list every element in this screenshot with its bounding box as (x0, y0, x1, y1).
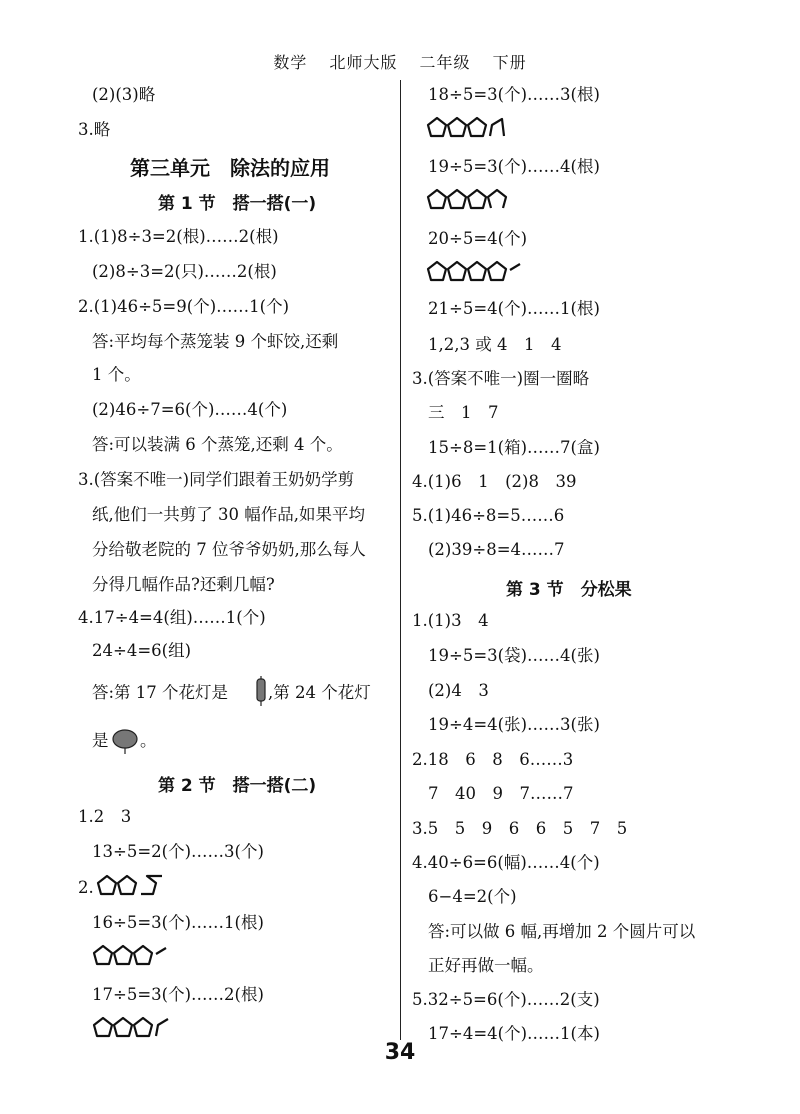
answer-line: 正好再做一幅。 (428, 956, 544, 975)
section-title-3: 第 3 节 分松果 (506, 580, 632, 600)
answer-line: (2)39÷8=4……7 (428, 540, 565, 559)
long-lantern-icon (254, 676, 268, 706)
answer-line: 1.(1)8÷3=2(根)……2(根) (78, 227, 279, 246)
answer-line: 2. (78, 878, 94, 897)
answer-line: 19÷5=3(个)……4(根) (428, 157, 600, 176)
answer-line: (2)4 3 (428, 681, 489, 700)
answer-line: 3.5 5 9 6 6 5 7 5 (412, 819, 628, 838)
stick-pentagons-13 (96, 874, 166, 900)
round-lantern-icon (110, 728, 140, 754)
column-divider (400, 80, 401, 1040)
answer-line: 18÷5=3(个)……3(根) (428, 85, 600, 104)
answer-line: 20÷5=4(个) (428, 229, 528, 248)
answer-line: 7 40 9 7……7 (428, 784, 574, 803)
answer-line: 19÷5=3(袋)……4(张) (428, 646, 600, 665)
answer-line: 答:平均每个蒸笼装 9 个虾饺,还剩 (92, 332, 339, 351)
answer-line: 。 (140, 731, 157, 750)
answer-line: 分给敬老院的 7 位爷爷奶奶,那么每人 (92, 540, 366, 559)
answer-line: 1,2,3 或 4 1 4 (428, 335, 562, 354)
stick-pentagons-18 (426, 116, 526, 142)
header-edition: 北师大版 (329, 53, 398, 72)
answer-line: 是 (92, 731, 109, 750)
answer-line: 2.(1)46÷5=9(个)……1(个) (78, 297, 290, 316)
answer-line: 5.32÷5=6(个)……2(支) (412, 990, 600, 1009)
answer-line: 分得几幅作品?还剩几幅? (92, 575, 275, 594)
answer-line: 15÷8=1(箱)……7(盒) (428, 438, 600, 457)
answer-line: 三 1 7 (428, 403, 499, 422)
section-title-1: 第 1 节 搭一搭(一) (158, 194, 317, 214)
stick-pentagons-17 (92, 1016, 182, 1042)
answer-line: (2)8÷3=2(只)……2(根) (92, 262, 277, 281)
answer-line: 17÷4=4(个)……1(本) (428, 1024, 600, 1043)
answer-line: 2.18 6 8 6……3 (412, 750, 574, 769)
header-grade: 二年级 (419, 53, 471, 72)
answer-line: 3.略 (78, 120, 111, 139)
answer-line: (2)(3)略 (92, 85, 156, 104)
answer-line: ,第 24 个花灯 (268, 683, 371, 702)
answer-line: 16÷5=3(个)……1(根) (92, 913, 264, 932)
answer-line: 24÷4=6(组) (92, 641, 192, 660)
answer-line: 3.(答案不唯一)圈一圈略 (412, 369, 590, 388)
answer-line: 4.(1)6 1 (2)8 39 (412, 472, 577, 491)
answer-line: 4.40÷6=6(幅)……4(个) (412, 853, 600, 872)
answer-line: 21÷5=4(个)……1(根) (428, 299, 600, 318)
unit-title: 第三单元 除法的应用 (130, 156, 330, 180)
answer-line: 答:第 17 个花灯是 (92, 683, 229, 702)
answer-line: 答:可以做 6 幅,再增加 2 个圆片可以 (428, 922, 696, 941)
answer-line: 17÷5=3(个)……2(根) (92, 985, 264, 1004)
header-subject: 数学 (273, 53, 308, 72)
page-header (0, 50, 800, 73)
page-number: 34 (384, 1040, 416, 1065)
answer-line: 纸,他们一共剪了 30 幅作品,如果平均 (92, 505, 365, 524)
section-title-2: 第 2 节 搭一搭(二) (158, 776, 317, 796)
answer-line: (2)46÷7=6(个)……4(个) (92, 400, 288, 419)
stick-pentagons-19 (426, 188, 526, 214)
answer-line: 3.(答案不唯一)同学们跟着王奶奶学剪 (78, 470, 355, 489)
header-volume: 下册 (492, 53, 527, 72)
answer-line: 19÷4=4(张)……3(张) (428, 715, 600, 734)
answer-line: 1 个。 (92, 365, 141, 384)
answer-line: 1.(1)3 4 (412, 611, 489, 630)
answer-line: 1.2 3 (78, 807, 132, 826)
answer-line: 5.(1)46÷8=5……6 (412, 506, 565, 525)
answer-line: 4.17÷4=4(组)……1(个) (78, 608, 266, 627)
answer-line: 6−4=2(个) (428, 887, 517, 906)
answer-line: 13÷5=2(个)……3(个) (92, 842, 264, 861)
stick-pentagons-16 (92, 944, 182, 970)
answer-line: 答:可以装满 6 个蒸笼,还剩 4 个。 (92, 435, 343, 454)
stick-pentagons-20 (426, 260, 536, 286)
